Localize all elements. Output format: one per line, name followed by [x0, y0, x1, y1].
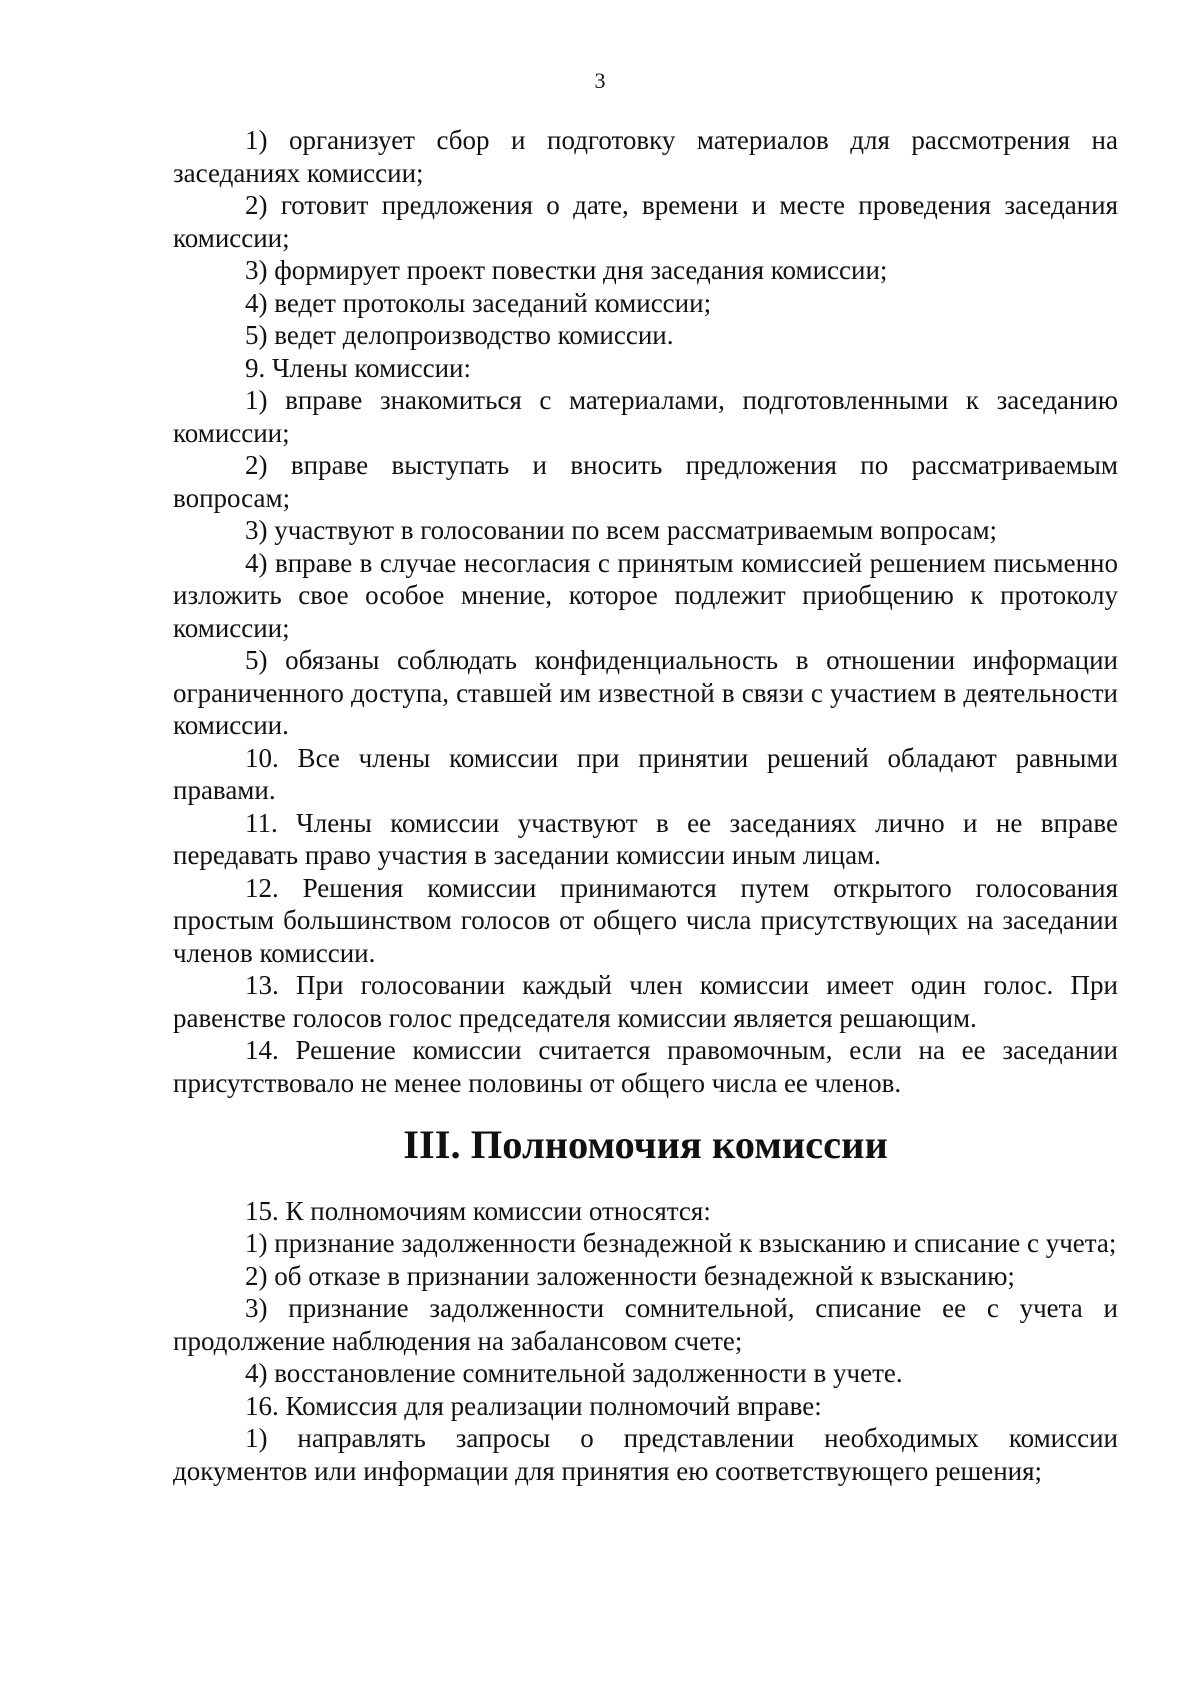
paragraph: 3) признание задолженности сомнительной, списание ее с учета и продолжение наблюдения на забалансовом счете;	[173, 1293, 1118, 1356]
paragraph: 2) готовит предложения о дате, времени и месте проведения заседания комиссии;	[173, 190, 1118, 253]
paragraph: 12. Решения комиссии принимаются путем открытого голосования простым большинством голосов от общего числа присутствующих на заседании членов комиссии.	[173, 872, 1118, 968]
document-body	[173, 124, 1118, 1487]
paragraph: 1) вправе знакомиться с материалами, подготовленными к заседанию комиссии;	[173, 385, 1118, 448]
paragraph: 4) ведет протоколы заседаний комиссии;	[245, 287, 712, 318]
paragraph: 2) об отказе в признании заложенности безнадежной к взысканию;	[245, 1260, 1015, 1291]
paragraph: 5) обязаны соблюдать конфиденциальность в отношении информации ограниченного доступа, ставшей им известной в связи с участием в деятельности комиссии.	[173, 645, 1118, 740]
paragraph: 4) восстановление сомнительной задолженности в учете.	[245, 1358, 903, 1388]
paragraph: 11. Члены комиссии участвуют в ее заседаниях лично и не вправе передавать право участия в заседании комиссии иным лицам.	[173, 807, 1118, 870]
paragraph: 13. При голосовании каждый член комиссии имеет один голос. При равенстве голосов голос председателя комиссии является решающим.	[173, 970, 1118, 1033]
paragraph: 15. К полномочиям комиссии относятся:	[245, 1195, 711, 1226]
paragraph: 1) признание задолженности безнадежной к взысканию и списание с учета;	[245, 1228, 1117, 1258]
page-number: 3	[594, 68, 606, 93]
paragraph: 16. Комиссия для реализации полномочий вправе:	[245, 1390, 822, 1421]
section-heading: III. Полномочия комиссии	[403, 1122, 888, 1167]
paragraph: 9. Члены комиссии:	[245, 352, 471, 383]
paragraph: 1) направлять запросы о представлении необходимых комиссии документов или информации для принятия ею соответствующего решения;	[173, 1423, 1118, 1486]
paragraph: 10. Все члены комиссии при принятии решений обладают равными правами.	[173, 742, 1118, 805]
paragraph: 14. Решение комиссии считается правомочным, если на ее заседании присутствовало не менее половины от общего числа ее членов.	[173, 1035, 1118, 1098]
paragraph: 1) организует сбор и подготовку материалов для рассмотрения на заседаниях комиссии;	[173, 125, 1118, 188]
paragraph: 2) вправе выступать и вносить предложения по рассматриваемым вопросам;	[173, 450, 1118, 513]
paragraph: 3) участвуют в голосовании по всем рассматриваемым вопросам;	[245, 515, 998, 545]
paragraph: 4) вправе в случае несогласия с принятым комиссией решением письменно изложить свое особое мнение, которое подлежит приобщению к протоколу комиссии;	[173, 547, 1118, 643]
paragraph: 3) формирует проект повестки дня заседания комиссии;	[245, 255, 888, 285]
paragraph: 5) ведет делопроизводство комиссии.	[245, 320, 674, 350]
